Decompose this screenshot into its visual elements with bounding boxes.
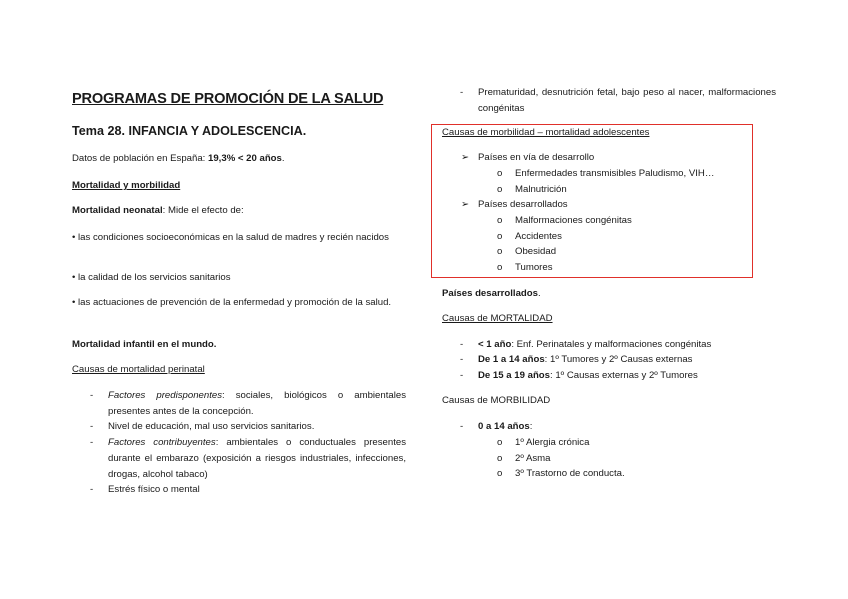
neonatal-text: : Mide el efecto de: xyxy=(162,205,244,216)
mortality-item-1-14 xyxy=(478,352,692,368)
morbidity-item-conduct: 3º Trastorno de conducta. xyxy=(515,468,625,479)
perinatal-item-stress xyxy=(108,482,200,498)
mortality-causes-heading: Causas de MORTALIDAD xyxy=(442,313,553,324)
mortality-item-text: : Enf. Perinatales y malformaciones congénitas xyxy=(511,339,712,350)
perinatal-item-education xyxy=(108,419,314,435)
mortality-item-age: De 15 a 19 años xyxy=(478,370,550,381)
perinatal-item-text: : sociales, biológicos o ambientales presentes antes de la concepción. xyxy=(108,390,406,417)
perinatal-item-predisposing xyxy=(108,388,406,420)
mortality-item-text: : 1º Causas externas y 2º Tumores xyxy=(550,370,698,381)
arrow-bullet-icon: ➢ xyxy=(461,199,470,210)
sub-bullet: o xyxy=(497,246,503,257)
developed-item-tumors: Tumores xyxy=(515,262,553,273)
morbidity-causes-heading: Causas de MORBILIDAD xyxy=(442,395,551,406)
population-end: . xyxy=(281,153,285,164)
sub-bullet: o xyxy=(497,215,503,226)
population-line xyxy=(72,151,285,167)
bullet-health-services: • la calidad de los servicios sanitarios xyxy=(72,272,231,283)
developed-item-accidents: Accidentes xyxy=(515,231,562,242)
developed-heading-end: . xyxy=(538,288,541,299)
morbidity-age-label: 0 a 14 años xyxy=(478,421,530,432)
list-marker: - xyxy=(90,484,94,495)
sub-bullet: o xyxy=(497,468,503,479)
list-marker: - xyxy=(460,87,464,98)
developing-countries-label: Países en vía de desarrollo xyxy=(478,152,595,163)
page-title: PROGRAMAS DE PROMOCIÓN DE LA SALUD xyxy=(72,91,384,107)
perinatal-item-italic: Factores predisponentes xyxy=(108,390,222,401)
list-marker: - xyxy=(460,339,464,350)
population-value: 19,3% < 20 años xyxy=(208,153,282,164)
mortality-morbidity-heading: Mortalidad y morbilidad xyxy=(72,180,181,191)
mortality-item-age: < 1 año xyxy=(478,339,512,350)
morbidity-item-asthma: 2º Asma xyxy=(515,453,551,464)
prematurity-item: Prematuridad, desnutrición fetal, bajo peso al nacer, malformaciones congénitas xyxy=(478,87,776,114)
section-subtitle: Tema 28. INFANCIA Y ADOLESCENCIA. xyxy=(72,124,307,138)
sub-bullet: o xyxy=(497,453,503,464)
infant-mortality-heading: Mortalidad infantil en el mundo. xyxy=(72,339,217,350)
sub-bullet: o xyxy=(497,262,503,273)
morbidity-age-group xyxy=(478,419,532,435)
sub-bullet: o xyxy=(497,437,503,448)
list-marker: - xyxy=(460,421,464,432)
developed-item-malformations: Malformaciones congénitas xyxy=(515,215,632,226)
list-marker: - xyxy=(90,437,94,448)
perinatal-item-text: : ambientales o conductuales presentes durante el embarazo (exposición a riesgos industriales, infecciones, drogas, alcohol tabaco) xyxy=(108,437,407,480)
perinatal-item-text: Estrés físico o mental xyxy=(108,484,200,495)
mortality-item-under-1 xyxy=(478,337,711,353)
list-marker: - xyxy=(460,354,464,365)
neonatal-line xyxy=(72,203,244,219)
mortality-item-15-19 xyxy=(478,368,698,384)
sub-bullet: o xyxy=(497,231,503,242)
mortality-item-age: De 1 a 14 años xyxy=(478,354,545,365)
developed-heading-text: Países desarrollados xyxy=(442,288,538,299)
mortality-item-text: : 1º Tumores y 2º Causas externas xyxy=(544,354,693,365)
morbidity-age-end: : xyxy=(529,421,533,432)
list-marker: - xyxy=(90,390,94,401)
adolescent-causes-heading: Causas de morbilidad – mortalidad adolescentes xyxy=(442,127,650,138)
arrow-bullet-icon: ➢ xyxy=(461,152,470,163)
sub-bullet: o xyxy=(497,184,503,195)
bullet-prevention: • las actuaciones de prevención de la enfermedad y promoción de la salud. xyxy=(72,297,392,308)
developing-item-malnutrition: Malnutrición xyxy=(515,184,567,195)
perinatal-item-italic: Factores contribuyentes xyxy=(108,437,216,448)
perinatal-item-text: Nivel de educación, mal uso servicios sanitarios. xyxy=(108,421,315,432)
developed-item-obesity: Obesidad xyxy=(515,246,557,257)
perinatal-item-contributing xyxy=(108,435,406,482)
population-label: Datos de población en España: xyxy=(72,153,209,164)
sub-bullet: o xyxy=(497,168,503,179)
neonatal-label: Mortalidad neonatal xyxy=(72,205,163,216)
bullet-socioeconomic: • las condiciones socioeconómicas en la salud de madres y recién nacidos xyxy=(72,232,389,243)
list-marker: - xyxy=(460,370,464,381)
developed-countries-label: Países desarrollados xyxy=(478,199,568,210)
perinatal-causes-heading: Causas de mortalidad perinatal xyxy=(72,364,205,375)
developed-countries-heading xyxy=(442,286,541,302)
developing-item-infectious: Enfermedades transmisibles Paludismo, VIH… xyxy=(515,168,715,179)
morbidity-item-allergy: 1º Alergia crónica xyxy=(515,437,590,448)
list-marker: - xyxy=(90,421,94,432)
